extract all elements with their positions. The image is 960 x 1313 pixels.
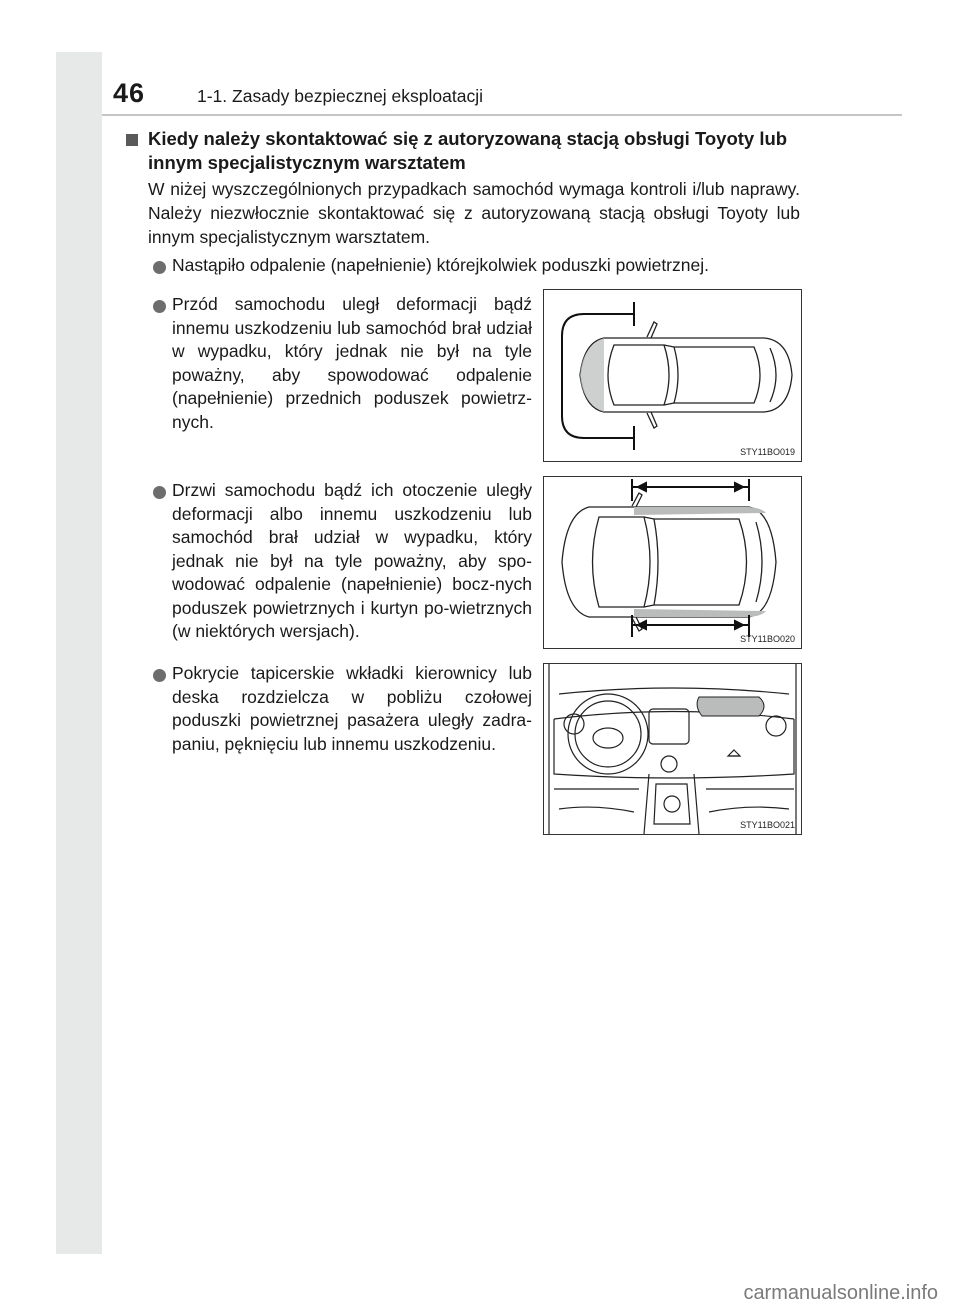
page-number: 46	[113, 78, 146, 108]
section-intro: W niżej wyszczególnionych przypadkach samochód wymaga kontroli i/lub naprawy. Należy niezwłocznie skontaktować się z autoryzowaną stacją obsługi Toyoty lub innym specjalistycznym warsztatem.	[148, 179, 800, 247]
figure-dashboard-damage	[543, 663, 802, 835]
figure-front-damage	[543, 289, 802, 462]
list-item-text: Drzwi samochodu bądź ich otoczenie uległy deformacji albo innemu uszkodzeniu lub samochód brał udział w wypadku, który jednak nie był na tyle poważny, aby spo-wodować odpalenie (napełnienie) bocz-nych poduszek powietrznych i kurtyn po-wietrznych (w niektórych wersjach).	[172, 480, 532, 641]
page-sidebar-tab	[56, 52, 102, 1254]
figure-code: STY11BO021	[740, 820, 795, 830]
square-bullet-icon	[126, 134, 138, 146]
list-item-text: Nastąpiło odpalenie (napełnienie) którejkolwiek poduszki powietrznej.	[172, 255, 709, 275]
section-heading: Kiedy należy skontaktować się z autoryzowaną stacją obsługi Toyoty lub innym specjalistycznym warsztatem	[148, 128, 788, 173]
figure-side-damage	[543, 476, 802, 649]
circle-bullet-icon	[153, 300, 166, 313]
car-top-view-side-illustration	[544, 477, 801, 648]
circle-bullet-icon	[153, 486, 166, 499]
figure-code: STY11BO020	[740, 634, 795, 644]
list-item-text: Pokrycie tapicerskie wkładki kierownicy lub deska rozdzielcza w pobliżu czołowej poduszki powietrznej pasażera uległy zadra-paniu, pęknięciu lub innemu uszkodzeniu.	[172, 663, 532, 754]
list-item-text: Przód samochodu uległ deformacji bądź innemu uszkodzeniu lub samochód brał udział w wypadku, który jednak nie był na tyle poważny, aby spowodować odpalenie (napełnienie) przednich poduszek powietrz-nych.	[172, 294, 532, 432]
circle-bullet-icon	[153, 261, 166, 274]
site-watermark: carmanualsonline.info	[743, 1282, 938, 1304]
chapter-title: 1-1. Zasady bezpiecznej eksploatacji	[197, 86, 483, 106]
header-divider	[102, 114, 902, 116]
car-top-view-front-illustration	[544, 290, 801, 461]
dashboard-interior-illustration	[544, 664, 801, 834]
circle-bullet-icon	[153, 669, 166, 682]
figure-code: STY11BO019	[740, 447, 795, 457]
